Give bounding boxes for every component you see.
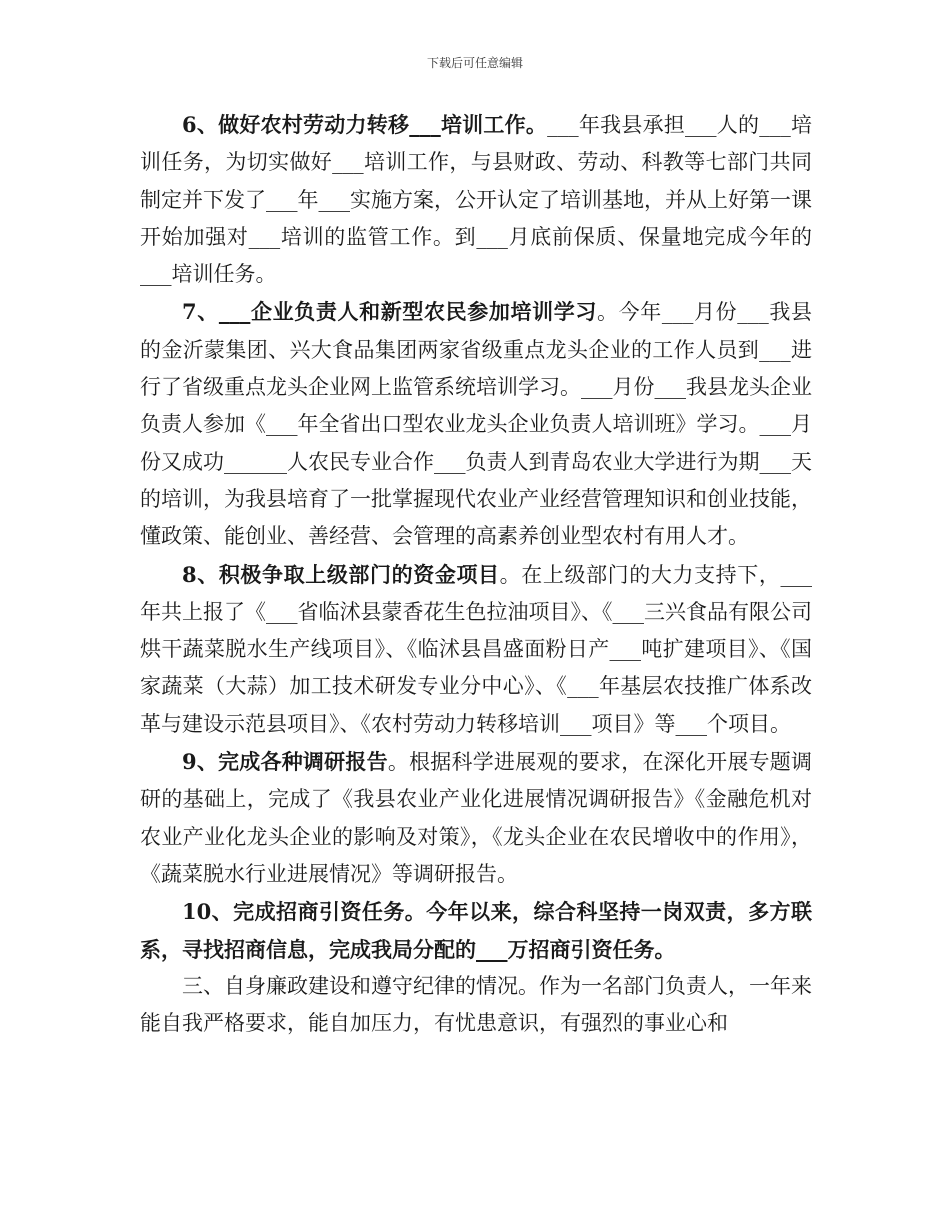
paragraph-heading: 9、完成各种调研报告 bbox=[182, 749, 388, 775]
page-header: 下载后可任意编辑 bbox=[426, 56, 523, 70]
paragraph-8 bbox=[140, 556, 812, 743]
paragraph-heading: 8、积极争取上级部门的资金项目 bbox=[182, 561, 500, 587]
paragraph-7 bbox=[140, 293, 812, 555]
paragraph-section-3 bbox=[140, 968, 812, 1043]
paragraph-text: ___年我县承担___人的___培训任务，为切实做好___培训工作，与县财政、劳动、科教等七部门共同制定并下发了___年___实施方案，公开认定了培训基地，并从上好第一课开始加强对___培训的监管工作。到___月底前保质、保量地完成今年的___培训任务。 bbox=[140, 113, 812, 287]
paragraph-6 bbox=[140, 106, 812, 293]
paragraph-text: 三、自身廉政建设和遵守纪律的情况。作为一名部门负责人，一年来能自我严格要求，能自加压力，有忧患意识，有强烈的事业心和 bbox=[140, 973, 812, 1036]
paragraph-text: 。今年___月份___我县的金沂蒙集团、兴大食品集团两家省级重点龙头企业的工作人员到___进行了省级重点龙头企业网上监管系统培训学习。___月份___我县龙头企业负责人参加《___年全省出口型农业龙头企业负责人培训班》学习。___月份又成功______人农民专业合作___负责人到青岛农业大学进行为期___天的培训，为我县培育了一批掌握现代农业产业经营管理知识和创业技能，懂政策、能创业、善经营、会管理的高素养创业型农村有用人才。 bbox=[140, 300, 812, 549]
paragraph-10 bbox=[140, 893, 812, 968]
document-body bbox=[140, 106, 812, 1042]
paragraph-heading: 6、做好农村劳动力转移___培训工作。 bbox=[182, 112, 548, 137]
paragraph-text: 。根据科学进展观的要求，在深化开展专题调研的基础上，完成了《我县农业产业化进展情况调研报告》《金融危机对农业产业化龙头企业的影响及对策》，《龙头企业在农民增收中的作用》，《蔬菜脱水行业进展情况》等调研报告。 bbox=[140, 750, 812, 886]
paragraph-text: 。在上级部门的大力支持下，___年共上报了《___省临沭县蒙香花生色拉油项目》、《___三兴食品有限公司烘干蔬菜脱水生产线项目》、《临沭县昌盛面粉日产___吨扩建项目》、《国家蔬菜（大蒜）加工技术研发专业分中心》、《___年基层农技推广体系改革与建设示范县项目》、《农村劳动力转移培训___项目》等___个项目。 bbox=[140, 562, 812, 736]
paragraph-heading: 10、完成招商引资任务。今年以来，综合科坚持一岗双责，多方联系，寻找招商信息，完成我局分配的___万招商引资任务。 bbox=[140, 899, 812, 962]
paragraph-heading: 7、___企业负责人和新型农民参加培训学习 bbox=[182, 299, 597, 325]
paragraph-9 bbox=[140, 743, 812, 893]
